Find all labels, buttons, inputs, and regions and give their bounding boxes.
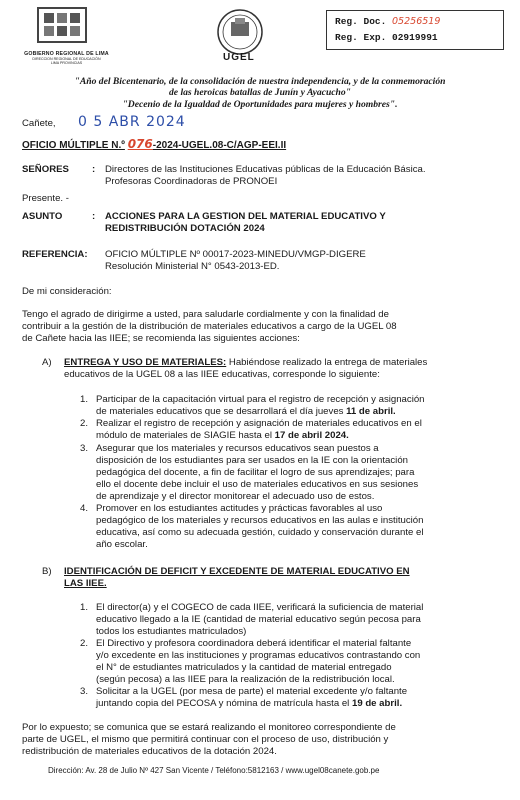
- section-a-item-2-number: 2.: [80, 418, 89, 429]
- reg-exp-row: [335, 32, 438, 43]
- intro-line-3: de Cañete hacia las IIEE; se recomienda las siguientes acciones:: [22, 333, 300, 344]
- section-a-item-3-line-2: disposición de los estudiantes para ser usados en la IE con la orientación: [96, 455, 408, 466]
- referencia-line-2: Resolución Ministerial N° 0543-2013-ED.: [105, 261, 280, 272]
- gobierno-regional-logo: [14, 6, 119, 65]
- section-a-item-1-number: 1.: [80, 394, 89, 405]
- section-b-item-1-line-3: todos los estudiantes matriculados): [96, 626, 247, 637]
- section-b-item-2-number: 2.: [80, 638, 89, 649]
- motto-line-1: "Año del Bicentenario, de la consolidación de nuestra independencia, y de la conmemoración: [74, 76, 446, 87]
- section-a-item-2-line-1: Realizar el registro de recepción y asignación de materiales educativos en el: [96, 418, 422, 429]
- referencia-line-1: OFICIO MÚLTIPLE Nº 00017-2023-MINEDU/VMGP-DIGERE: [105, 249, 366, 260]
- footer-address: Dirección: Av. 28 de Julio Nº 427 San Vicente / Teléfono:5812163 / www.ugel08canete.gob.pe: [48, 766, 380, 775]
- senores-line-1: Directores de las Instituciones Educativas públicas de la Educación Básica.: [105, 164, 426, 175]
- section-b-title-2: LAS IIEE.: [64, 578, 107, 589]
- referencia-label: REFERENCIA:: [22, 249, 88, 260]
- section-a-item-4-line-4: año escolar.: [96, 539, 148, 550]
- regional-emblem-icon: [36, 6, 88, 44]
- section-a-item-3-line-1: Asegurar que los materiales y recursos educativos sean puestos a: [96, 443, 379, 454]
- section-a-item-3-line-5: de aprendizaje y el director monitorear el adecuado uso de estos.: [96, 491, 375, 502]
- org-name: GOBIERNO REGIONAL DE LIMA: [24, 51, 109, 57]
- section-b-marker: B): [42, 566, 52, 577]
- section-b-item-2-line-1: El Directivo y profesora coordinadora deberá identificar el material faltante: [96, 638, 412, 649]
- section-a-lead-2: educativos de la UGEL 08 a las IIEE educativas, corresponde lo siguiente:: [64, 369, 380, 380]
- motto-line-3: "Decenio de la Igualdad de Oportunidades para mujeres y hombres".: [122, 99, 398, 110]
- asunto-line-2: REDISTRIBUCIÓN DOTACIÓN 2024: [105, 223, 265, 234]
- section-a-item-3-line-4: ello el docente debe incluir el uso de materiales educativos en sus sesiones: [96, 479, 419, 490]
- asunto-line-1: ACCIONES PARA LA GESTION DEL MATERIAL EDUCATIVO Y: [105, 211, 386, 222]
- section-b-item-1-number: 1.: [80, 602, 89, 613]
- section-b-item-3-line-2: juntando copia del PECOSA y nómina de matrícula hasta el 19 de abril.: [96, 698, 403, 709]
- intro-line-2: contribuir a la gestión de la distribución de materiales educativos a cargo de la UGEL 08: [22, 321, 397, 332]
- section-b-item-3-number: 3.: [80, 686, 89, 697]
- closing-line-2: parte de UGEL, el mismo que permitirá continuar con el proceso de uso, distribución y: [22, 734, 389, 745]
- asunto-label: ASUNTO: [22, 211, 63, 222]
- section-b-title-1: IDENTIFICACIÓN DE DEFICIT Y EXCEDENTE DE MATERIAL EDUCATIVO EN: [64, 566, 410, 577]
- reg-doc-value: 05256519: [392, 16, 441, 27]
- presente: Presente. -: [22, 193, 69, 204]
- reg-doc-row: [335, 16, 440, 27]
- section-a-marker: A): [42, 357, 52, 368]
- section-a-item-4-line-3: educativa, así como su adecuada gestión, cuidado y conservación durante el: [96, 527, 424, 538]
- section-b-item-2-line-2: y/o excedente en las instituciones y programas educativos contrastando con: [96, 650, 421, 661]
- place-label: Cañete,: [22, 118, 56, 129]
- oficio-prefix: OFICIO MÚLTIPLE N.º: [22, 140, 125, 151]
- section-a-heading: [64, 357, 427, 369]
- motto-line-2: de las heroicas batallas de Junín y Ayacucho": [168, 87, 351, 98]
- oficio-number: 076: [127, 137, 153, 151]
- reg-doc-label: Reg. Doc.: [335, 16, 387, 27]
- section-a-item-4-line-1: Promover en los estudiantes actitudes y prácticas favorables al uso: [96, 503, 383, 514]
- asunto-colon: :: [92, 211, 96, 222]
- senores-line-2: Profesoras Coordinadoras de PRONOEI: [105, 176, 278, 187]
- closing-line-3: redistribución de materiales educativos de la dotación 2024.: [22, 746, 277, 757]
- section-a-title: ENTREGA Y USO DE MATERIALES:: [64, 357, 227, 368]
- section-b-item-3-line-1: Solicitar a la UGEL (por mesa de parte) el material excedente y/o faltante: [96, 686, 408, 697]
- ugel-logo-text: UGEL: [223, 52, 255, 63]
- reg-exp-label: Reg. Exp.: [335, 32, 387, 43]
- senores-label: SEÑORES: [22, 164, 69, 175]
- section-a-item-1-line-1: Participar de la capacitación virtual para el registro de recepción y asignación: [96, 394, 425, 405]
- reg-exp-value: 02919991: [392, 32, 438, 43]
- greeting: De mi consideración:: [22, 286, 112, 297]
- senores-colon: :: [92, 164, 96, 175]
- ugel-logo: [205, 6, 275, 66]
- oficio-line: [22, 139, 286, 152]
- section-a-item-3-line-3: pedagógica del docente, a fin de facilitar el logro de sus aprendizajes; para: [96, 467, 415, 478]
- section-b-item-1-line-1: El director(a) y el COGECO de cada IIEE, verificará la suficiencia de material: [96, 602, 424, 613]
- intro-line-1: Tengo el agrado de dirigirme a usted, para saludarle cordialmente y con la finalidad de: [22, 309, 389, 320]
- oficio-suffix: -2024-UGEL.08-C/AGP-EEI.II: [152, 140, 287, 151]
- org-sub-1: DIRECCION REGIONAL DE EDUCACIÓN: [32, 57, 101, 61]
- org-sub-2: LIMA PROVINCIAS: [50, 61, 83, 66]
- section-a-lead-1: Habiéndose realizado la entrega de materiales: [226, 357, 428, 368]
- section-a-item-3-number: 3.: [80, 443, 89, 454]
- registration-box: [326, 10, 504, 50]
- date-stamp: 0 5 ABR 2024: [78, 114, 186, 130]
- section-a-item-4-line-2: pedagógico de los materiales y recursos educativos en las aulas e institución: [96, 515, 424, 526]
- section-b-item-2-line-3: el N° de estudiantes matriculados y la cantidad de material entregado: [96, 662, 392, 673]
- section-a-item-4-number: 4.: [80, 503, 89, 514]
- closing-line-1: Por lo expuesto; se comunica que se estará realizando el monitoreo correspondiente de: [22, 722, 396, 733]
- section-a-item-1-line-2: de materiales educativos que se desarrollará el día jueves 11 de abril.: [96, 406, 396, 417]
- section-b-item-2-line-4: (según pecosa) a las IIEE para la realización de la redistribución local.: [96, 674, 395, 685]
- section-a-item-2-line-2: módulo de materiales de SIAGIE hasta el 17 de abril 2024.: [96, 430, 349, 441]
- section-b-item-1-line-2: educativo llegado a la IE (cantidad de material educativo según pecosa para: [96, 614, 421, 625]
